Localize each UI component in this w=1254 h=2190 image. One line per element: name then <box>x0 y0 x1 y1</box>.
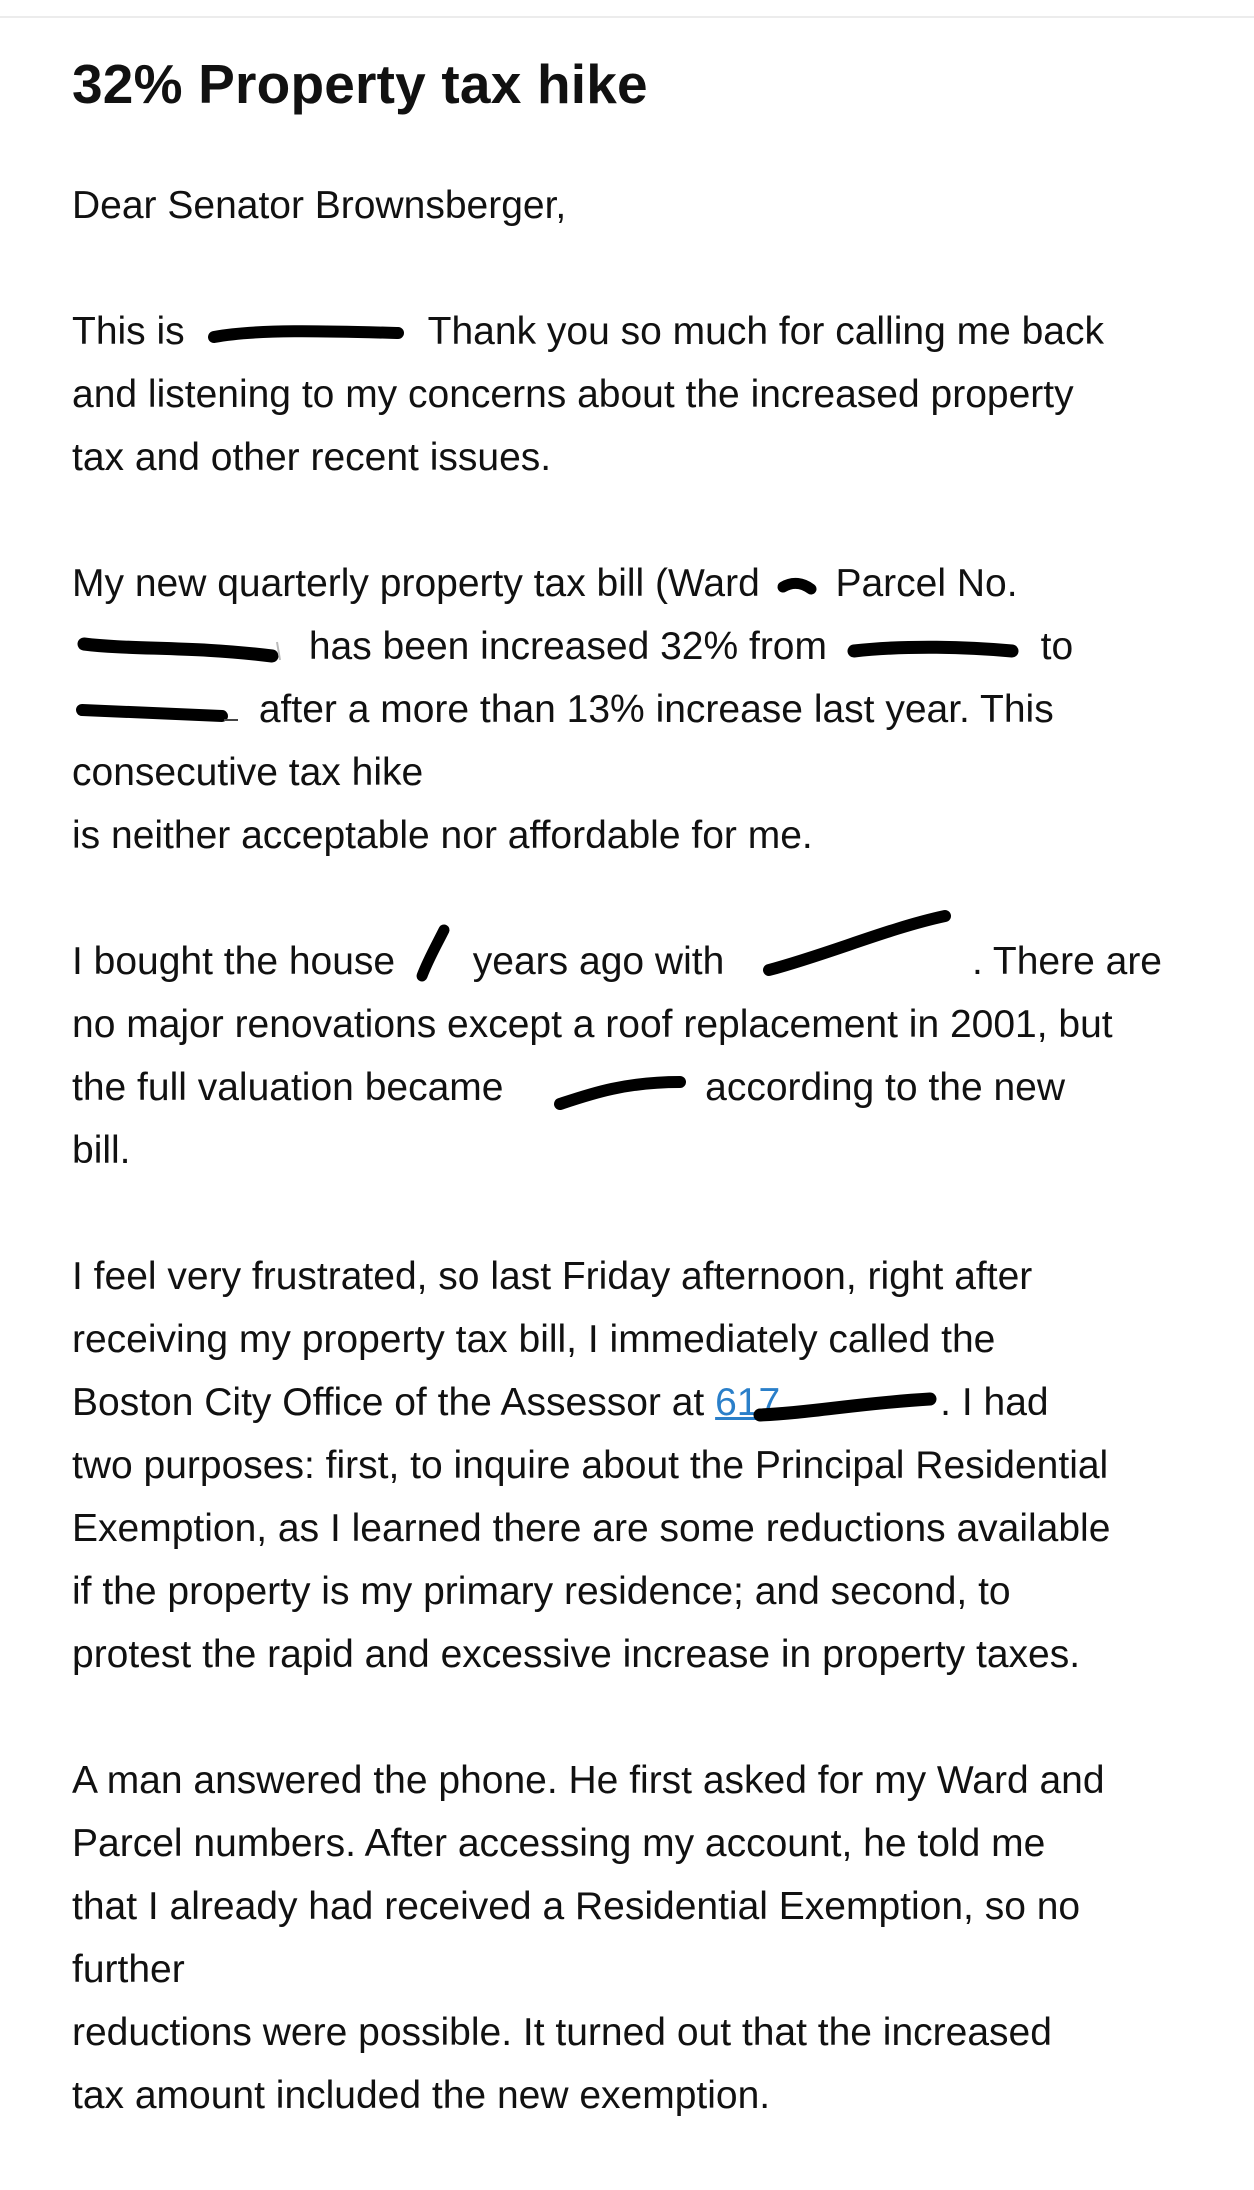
text-line: Exemption, as I learned there are some reductions available <box>72 1507 1111 1550</box>
text-line: no major renovations except a roof replacement in 2001, but <box>72 1003 1113 1046</box>
text-line: receiving my property tax bill, I immediately called the <box>72 1318 996 1361</box>
text-line: and listening to my concerns about the increased property <box>72 373 1074 416</box>
text-line: bill. <box>72 1129 131 1172</box>
text-line: protest the rapid and excessive increase in property taxes. <box>72 1633 1081 1676</box>
redaction-mark <box>750 1385 940 1425</box>
text-line: further <box>72 1948 185 1991</box>
text-segment: years ago with <box>472 940 725 983</box>
text-line: tax and other recent issues. <box>72 436 552 479</box>
text-segment: according to the new <box>705 1066 1066 1109</box>
phone-number-link[interactable]: 617 <box>715 1381 781 1424</box>
text-line: A man answered the phone. He first asked for my Ward and <box>72 1759 1105 1802</box>
paragraph-assessor-call <box>72 1245 1242 1686</box>
text-segment: Boston City Office of the Assessor at <box>72 1381 705 1424</box>
text-line: Parcel numbers. After accessing my account, he told me <box>72 1822 1046 1865</box>
redaction-mark <box>554 1070 684 1110</box>
text-line: reductions were possible. It turned out that the increased <box>72 2011 1052 2054</box>
text-segment: . I had <box>940 1381 1049 1424</box>
redaction-mark <box>206 319 406 349</box>
paragraph-phone-answer <box>72 1749 1242 2127</box>
text-line: is neither acceptable nor affordable for me. <box>72 814 813 857</box>
text-segment: has been increased 32% from <box>308 625 827 668</box>
text-segment: the full valuation became <box>72 1066 504 1109</box>
text-line: if the property is my primary residence; and second, to <box>72 1570 1011 1613</box>
redaction-mark <box>72 632 290 666</box>
redaction-mark <box>414 924 454 984</box>
text-segment: I bought the house <box>72 940 396 983</box>
text-segment: Parcel No. <box>835 562 1018 605</box>
email-body <box>72 50 1242 2190</box>
text-segment: . There are <box>971 940 1163 983</box>
redaction-mark <box>72 698 240 726</box>
paragraph-tax-bill <box>72 552 1242 867</box>
text-segment: after a more than 13% increase last year. This <box>258 688 1054 731</box>
text-line: I feel very frustrated, so last Friday afternoon, right after <box>72 1255 1033 1298</box>
text-segment: This is <box>72 310 185 353</box>
email-subject: 32% Property tax hike <box>72 53 648 115</box>
text-line: tax amount included the new exemption. <box>72 2074 771 2117</box>
text-segment: to <box>1040 625 1074 668</box>
salutation: Dear Senator Brownsberger, <box>72 184 567 227</box>
text-segment: My new quarterly property tax bill (Ward <box>72 562 760 605</box>
top-divider <box>0 16 1254 18</box>
redaction-mark <box>749 908 961 980</box>
paragraph-house <box>72 930 1242 1182</box>
paragraph-intro <box>72 300 1242 489</box>
text-line: that I already had received a Residential Exemption, so no <box>72 1885 1081 1928</box>
redaction-mark <box>777 573 817 599</box>
text-line: two purposes: first, to inquire about the Principal Residential <box>72 1444 1109 1487</box>
redaction-mark <box>848 635 1018 663</box>
text-line: consecutive tax hike <box>72 751 424 794</box>
text-segment: Thank you so much for calling me back <box>427 310 1104 353</box>
